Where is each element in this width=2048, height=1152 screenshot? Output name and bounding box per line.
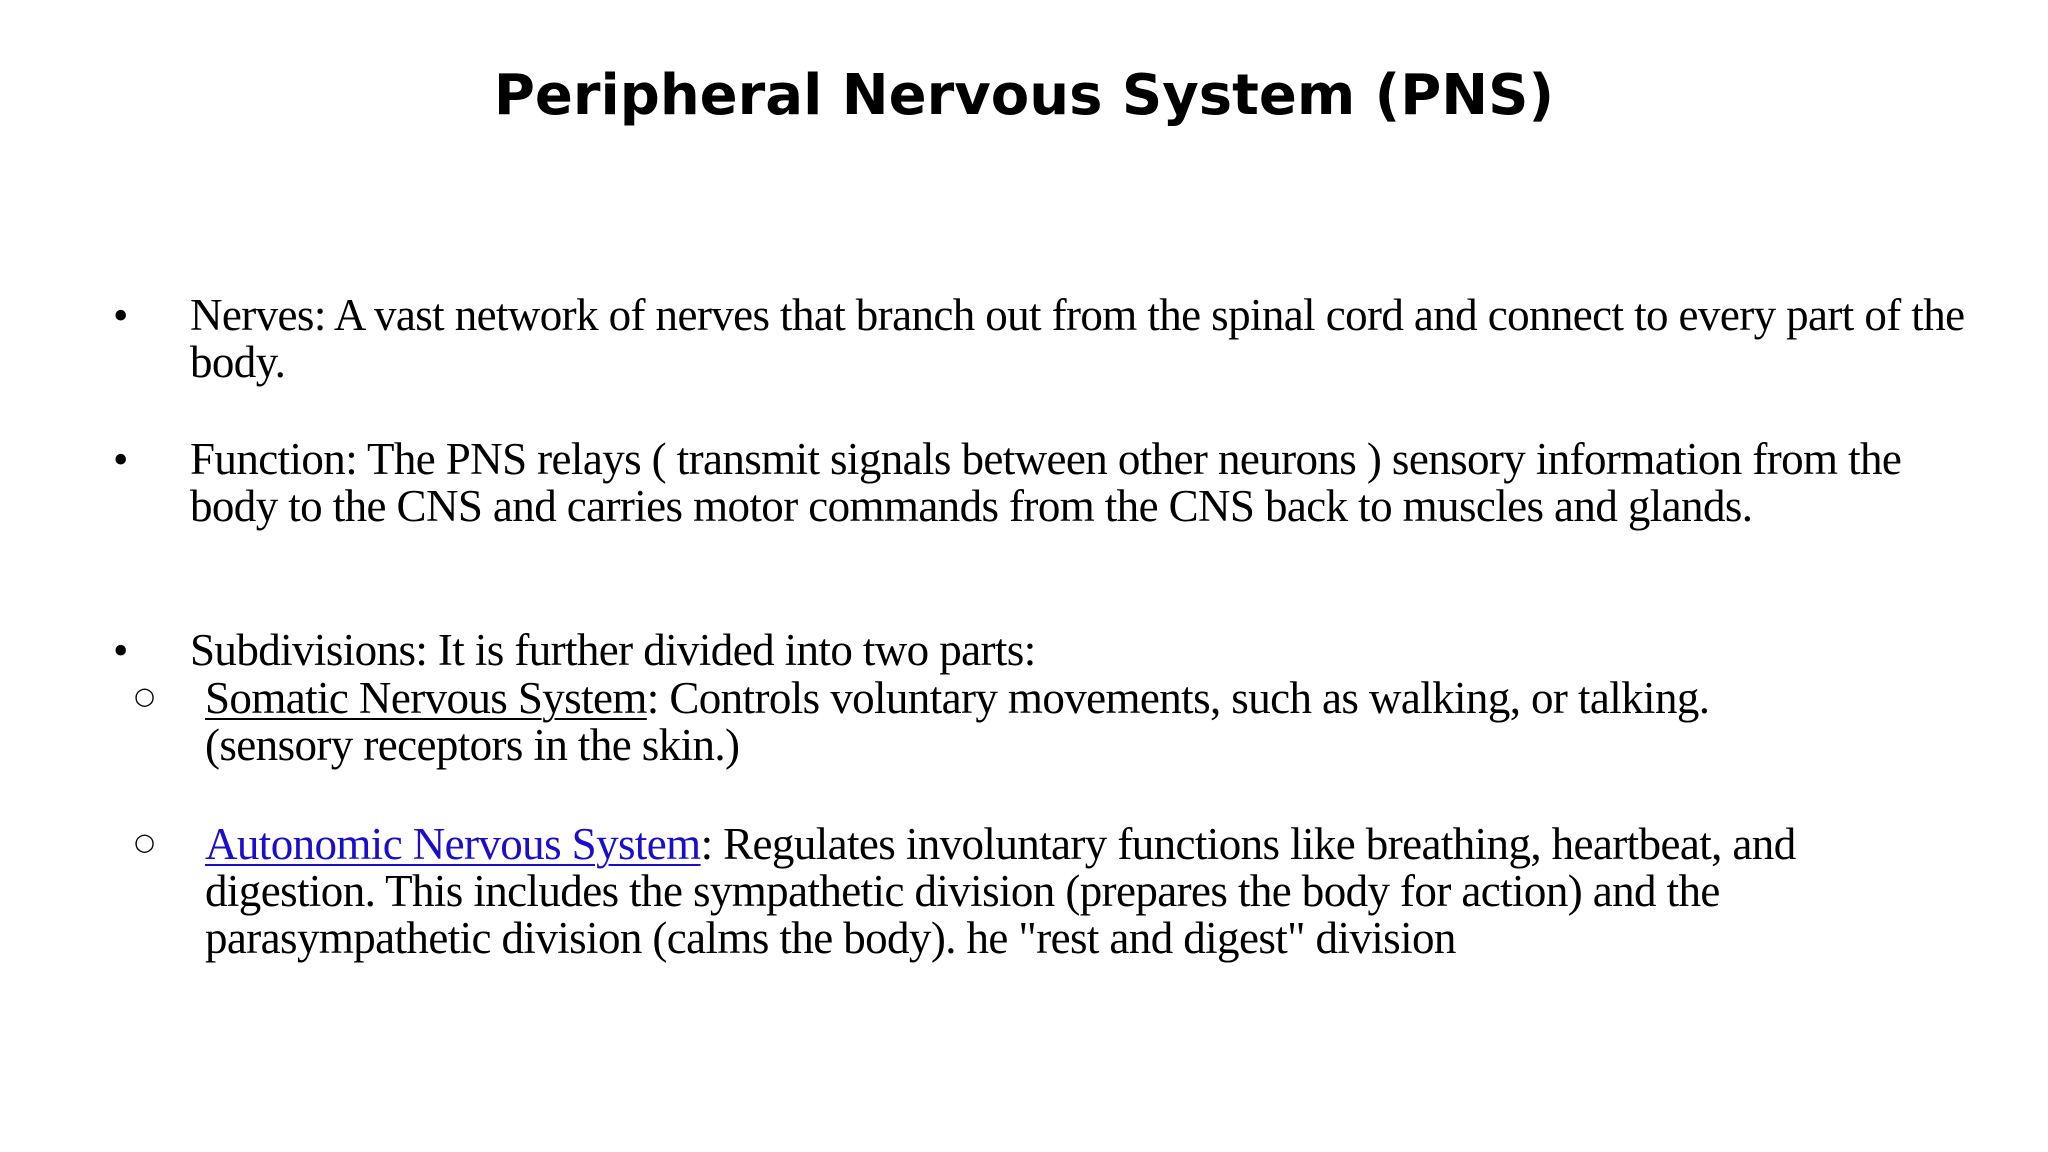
sub-bullet-marker: ○	[134, 682, 155, 710]
sub-bullet-autonomic	[205, 821, 1975, 962]
slide-title: Peripheral Nervous System (PNS)	[493, 63, 1555, 128]
somatic-description: : Controls voluntary movements, such as walking, or talking. (sensory receptors in the skin.)	[205, 673, 1710, 770]
bullet-subdivisions: Subdivisions: It is further divided into two parts:	[190, 625, 1036, 675]
bullet-function: Function: The PNS relays ( transmit signals between other neurons ) sensory information from the body to the CNS and carries motor commands from the CNS back to muscles and glands.	[190, 434, 1902, 531]
somatic-nervous-system-term: Somatic Nervous System	[205, 673, 647, 723]
bullet-marker: •	[113, 435, 128, 484]
autonomic-nervous-system-link[interactable]: Autonomic Nervous System	[205, 819, 701, 869]
bullet-marker: •	[113, 291, 128, 340]
autonomic-description: : Regulates involuntary functions like breathing, heartbeat, and digestion. This includes the sympathetic division (prepares the body for action) and the parasympathetic division (calms the body). he "rest and digest" division	[205, 819, 1796, 963]
sub-bullet-marker: ○	[134, 828, 155, 856]
bullet-marker: •	[113, 626, 128, 675]
sub-bullet-somatic	[205, 675, 1725, 769]
bullet-nerves: Nerves: A vast network of nerves that branch out from the spinal cord and connect to every part of the body.	[190, 290, 1965, 387]
